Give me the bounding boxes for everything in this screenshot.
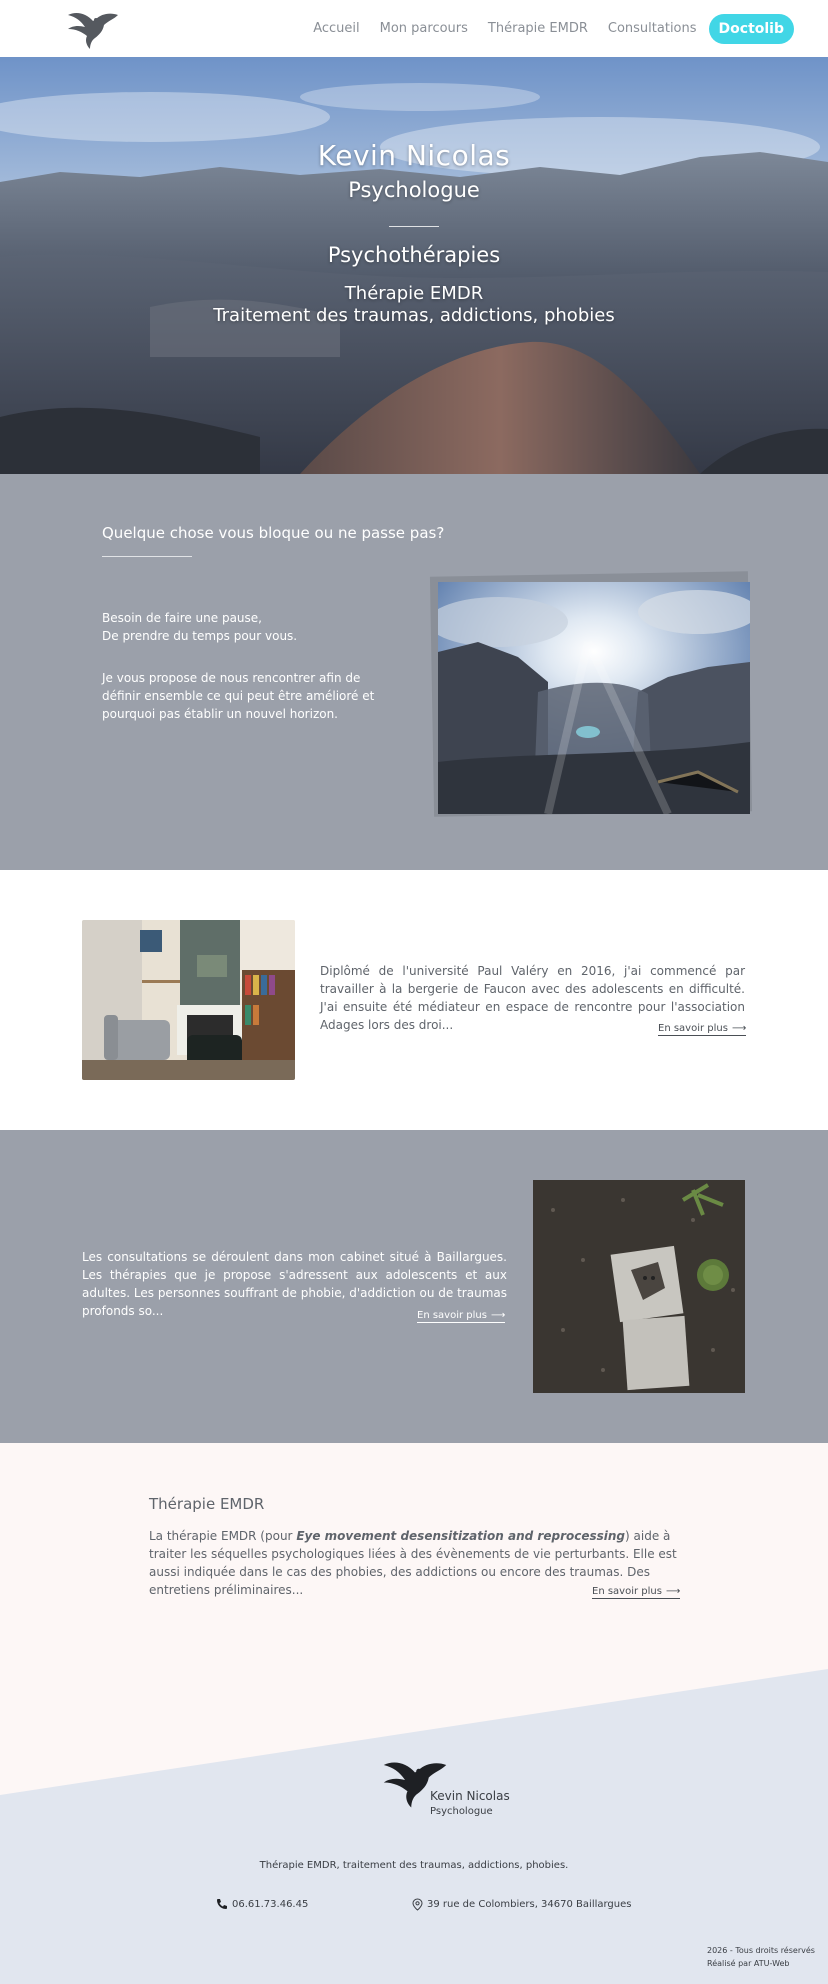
- parcours-more-label: En savoir plus: [658, 1023, 728, 1034]
- nav-mon-parcours[interactable]: Mon parcours: [379, 21, 468, 36]
- hero-psychotherapies: Psychothérapies: [327, 243, 501, 267]
- phoenix-logo-icon[interactable]: [66, 7, 120, 51]
- consultations-section: [0, 1130, 828, 1443]
- footer-tagline: Thérapie EMDR, traitement des traumas, addictions, phobies.: [259, 1860, 569, 1871]
- parcours-more-link[interactable]: [658, 1023, 746, 1036]
- hero-emdr: Thérapie EMDR: [344, 283, 484, 304]
- nav-therapie-emdr[interactable]: Thérapie EMDR: [487, 21, 588, 36]
- nav-consultations[interactable]: Consultations: [607, 21, 697, 36]
- parcours-section: [0, 870, 828, 1130]
- intro-line-1: Besoin de faire une pause,: [102, 611, 262, 625]
- hero-trauma: Traitement des traumas, addictions, phobies: [213, 305, 615, 326]
- consultations-text: Les consultations se déroulent dans mon cabinet situé à Baillargues. Les thérapies que je propose s'adressent aux adolescents et aux adultes. Les personnes souffrant de phobie, d'addiction ou de traumas profonds so...: [82, 1250, 507, 1318]
- nav-accueil[interactable]: Accueil: [313, 21, 360, 36]
- hero-banner: [0, 57, 828, 474]
- footer-phone[interactable]: [216, 1898, 308, 1910]
- footer-phone-number: 06.61.73.46.45: [232, 1898, 309, 1910]
- hero-role: Psychologue: [348, 178, 480, 202]
- phone-icon: [216, 1898, 228, 1910]
- intro-paragraph-2: Je vous propose de nous rencontrer afin de définir ensemble ce qui peut être amélioré et pourquoi pas établir un nouvel horizon.: [102, 671, 375, 721]
- footer-rights: 2026 - Tous droits réservés: [707, 1946, 815, 1955]
- hero-divider: [389, 226, 439, 227]
- footer-address-text: 39 rue de Colombiers, 34670 Baillargues: [427, 1899, 632, 1910]
- intro-section: [0, 474, 828, 870]
- emdr-more-link[interactable]: [592, 1586, 680, 1599]
- emdr-title: Thérapie EMDR: [149, 1495, 265, 1513]
- intro-line-2: De prendre du temps pour vous.: [102, 629, 298, 643]
- arrow-right-icon: ⟶: [665, 1586, 681, 1597]
- arrow-right-icon: ⟶: [490, 1310, 506, 1321]
- arrow-right-icon: ⟶: [731, 1023, 747, 1034]
- emdr-text-after: ) aide à traiter les séquelles psychologiques liées à des évènements de vie perturbants. Elle est aussi indiquée dans le cas des phobies, des addictions ou encore des traumas. Des entretiens préliminaires...: [149, 1529, 677, 1597]
- hero-name: Kevin Nicolas: [317, 139, 511, 172]
- site-header: [0, 0, 828, 57]
- doctolib-button[interactable]: Doctolib: [709, 14, 794, 44]
- footer-role: Psychologue: [430, 1806, 493, 1817]
- footer-address[interactable]: [412, 1898, 631, 1911]
- emdr-more-label: En savoir plus: [592, 1586, 662, 1597]
- footer-made-by[interactable]: Réalisé par ATU-Web: [707, 1959, 790, 1968]
- intro-title: Quelque chose vous bloque ou ne passe pas?: [102, 524, 445, 542]
- parcours-text: Diplômé de l'université Paul Valéry en 2016, j'ai commencé par travailler à la bergerie de Faucon avec des adolescents en difficulté. J'ai ensuite été médiateur en espace de rencontre pour l'association Adages lors des droi...: [320, 964, 745, 1032]
- crater-sunburst-image: [438, 582, 750, 814]
- main-nav: [293, 13, 794, 44]
- emdr-text-bold: Eye movement desensitization and reprocessing: [296, 1529, 626, 1543]
- consultations-more-link[interactable]: [417, 1310, 505, 1323]
- office-image: [82, 920, 295, 1080]
- emdr-text-before: La thérapie EMDR (pour: [149, 1529, 297, 1543]
- stones-image: [533, 1180, 745, 1393]
- intro-paragraph-1: [102, 609, 392, 645]
- consultations-more-label: En savoir plus: [417, 1310, 487, 1321]
- footer-name: Kevin Nicolas: [430, 1789, 510, 1803]
- location-pin-icon: [412, 1898, 423, 1911]
- intro-divider: [102, 556, 192, 557]
